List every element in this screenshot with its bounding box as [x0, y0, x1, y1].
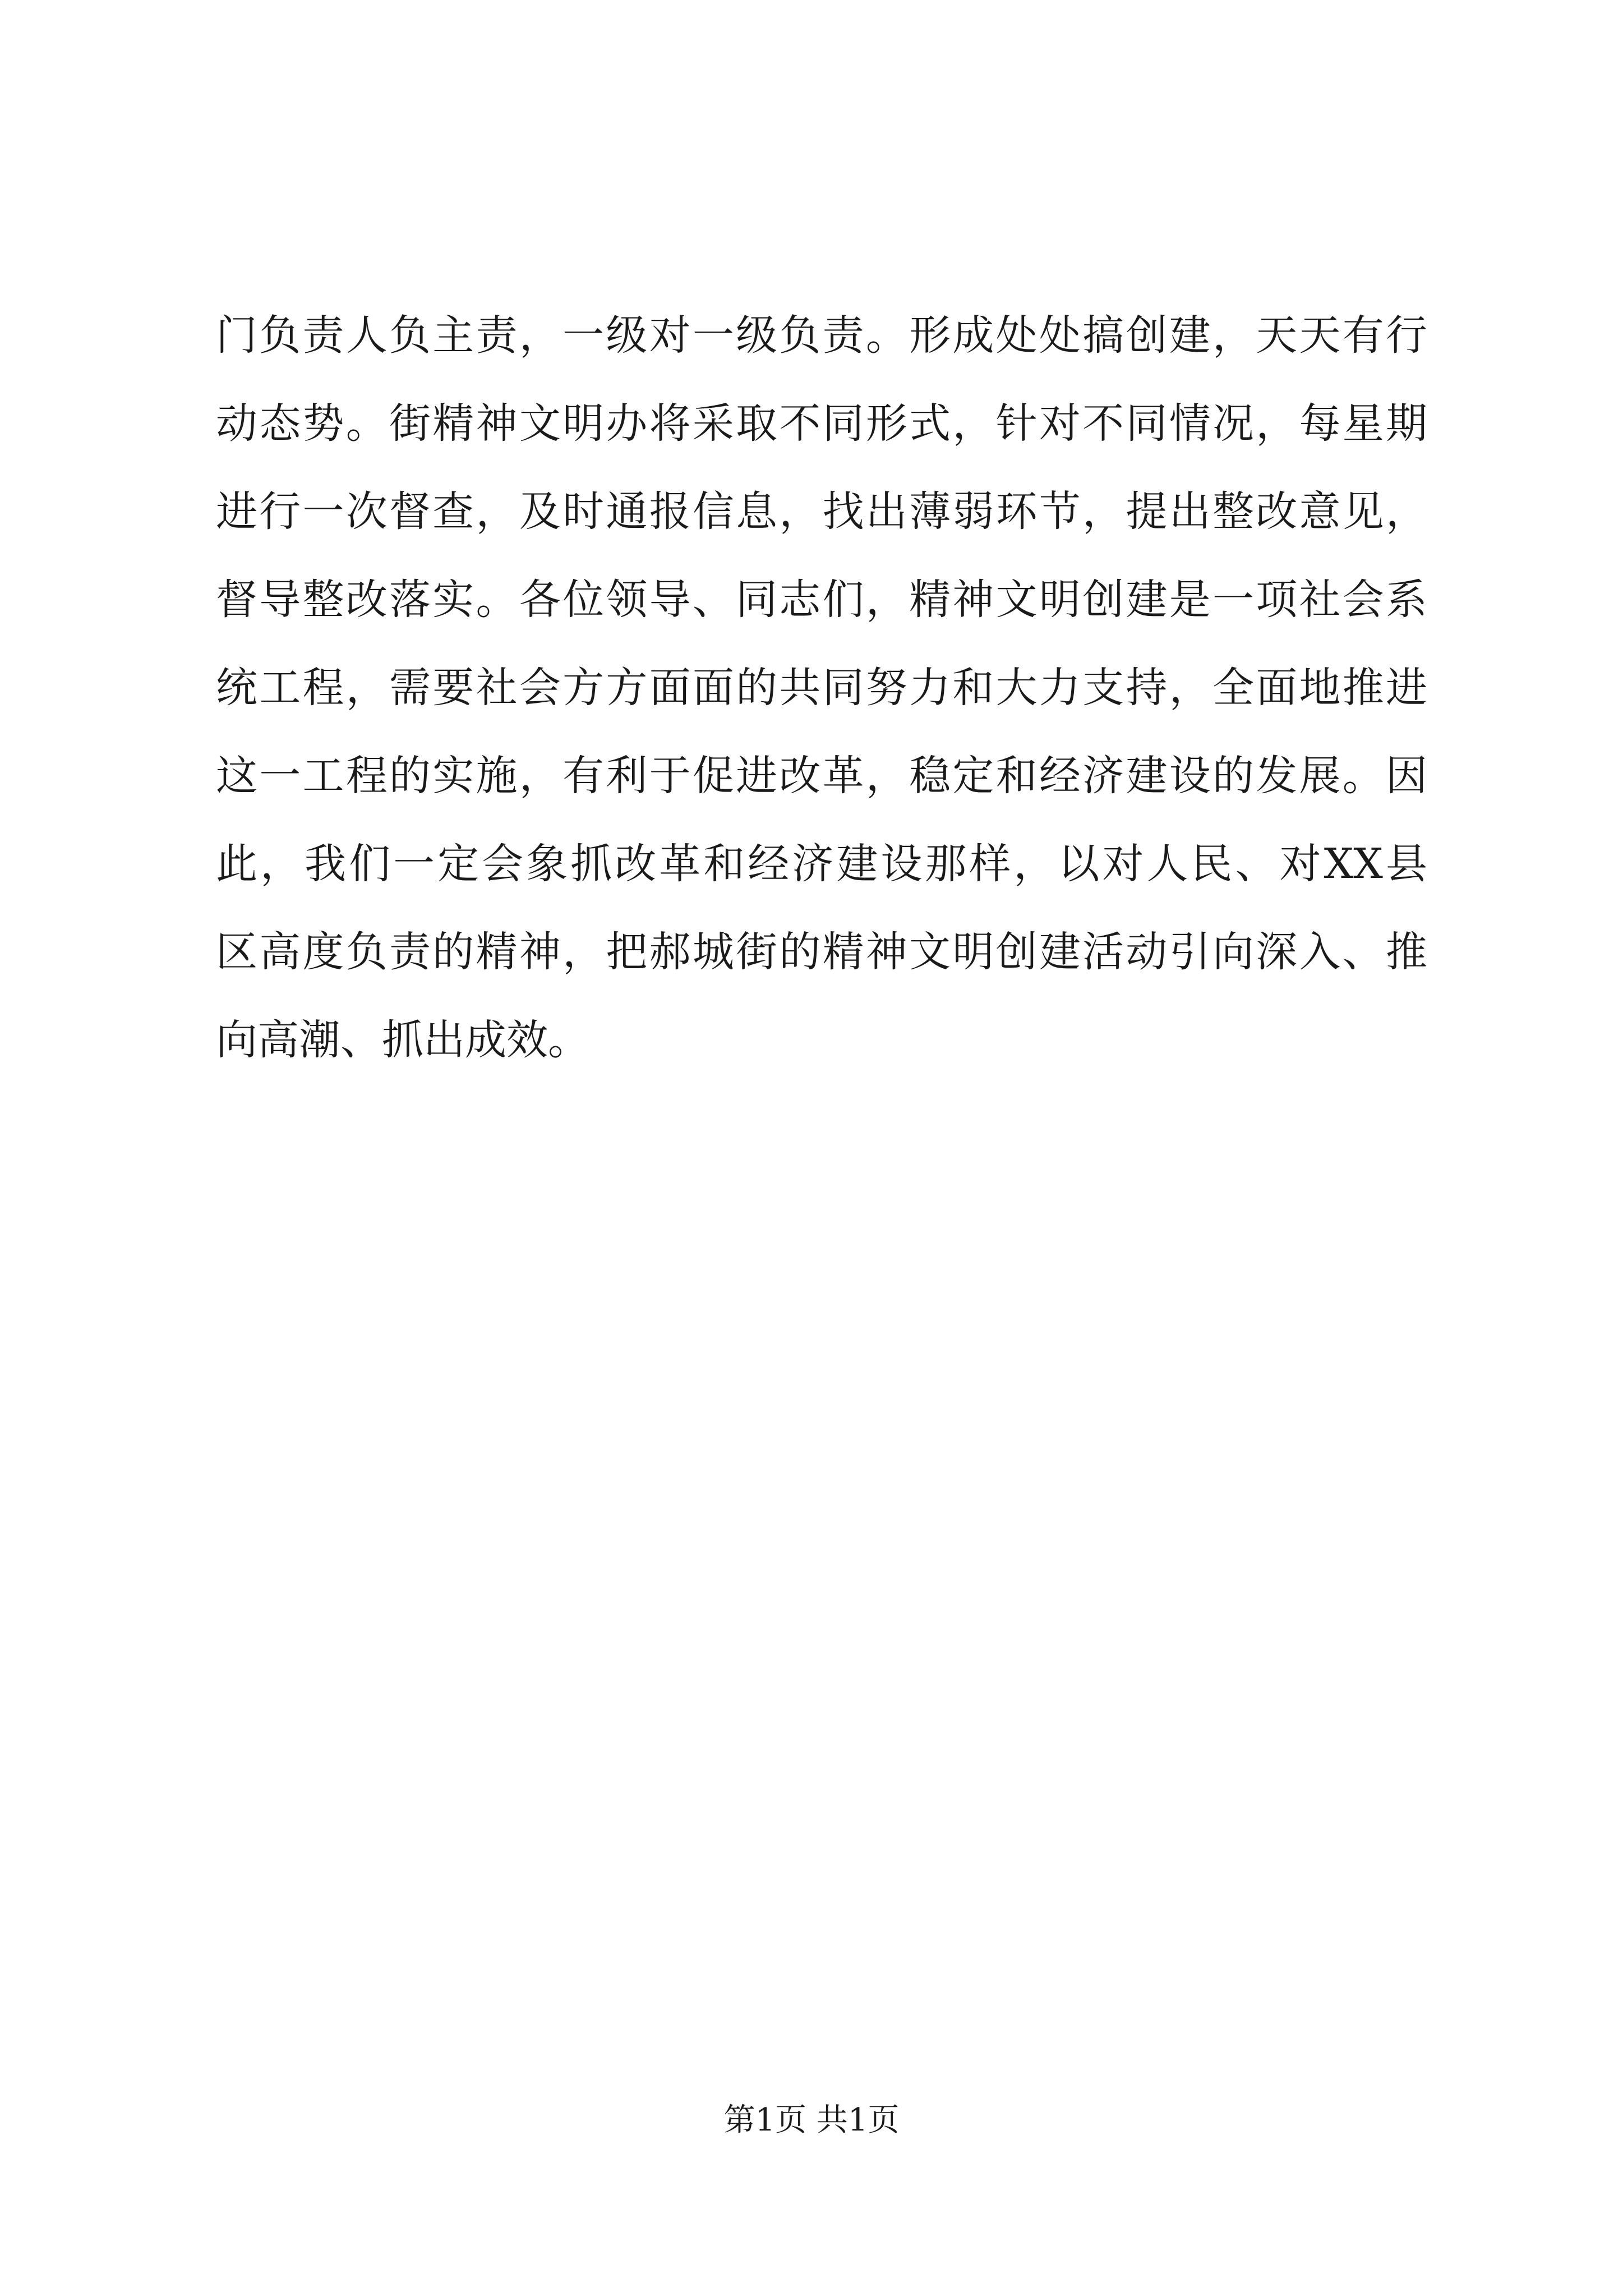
text-line: 区高度负责的精神，把郝城街的精神文明创建活动引向深入、推: [216, 928, 1427, 976]
page-footer: 第1页 共1页: [723, 2102, 900, 2138]
text-line: 此，我们一定会象抓改革和经济建设那样，以对人民、对XX县: [216, 840, 1427, 888]
text-line: 进行一次督查，及时通报信息，找出薄弱环节，提出整改意见，: [216, 487, 1427, 536]
text-line: 动态势。街精神文明办将采取不同形式，针对不同情况，每星期: [216, 399, 1427, 448]
text-line: 统工程，需要社会方方面面的共同努力和大力支持，全面地推进: [216, 664, 1427, 712]
body-paragraph: [216, 292, 1427, 1084]
text-line: 督导整改落实。各位领导、同志们，精神文明创建是一项社会系: [216, 576, 1427, 624]
text-line: 向高潮、抓出成效。: [216, 1016, 589, 1064]
text-line: 这一工程的实施，有利于促进改革，稳定和经济建设的发展。因: [216, 752, 1427, 800]
text-line: 门负责人负主责，一级对一级负责。形成处处搞创建，天天有行: [216, 311, 1427, 360]
